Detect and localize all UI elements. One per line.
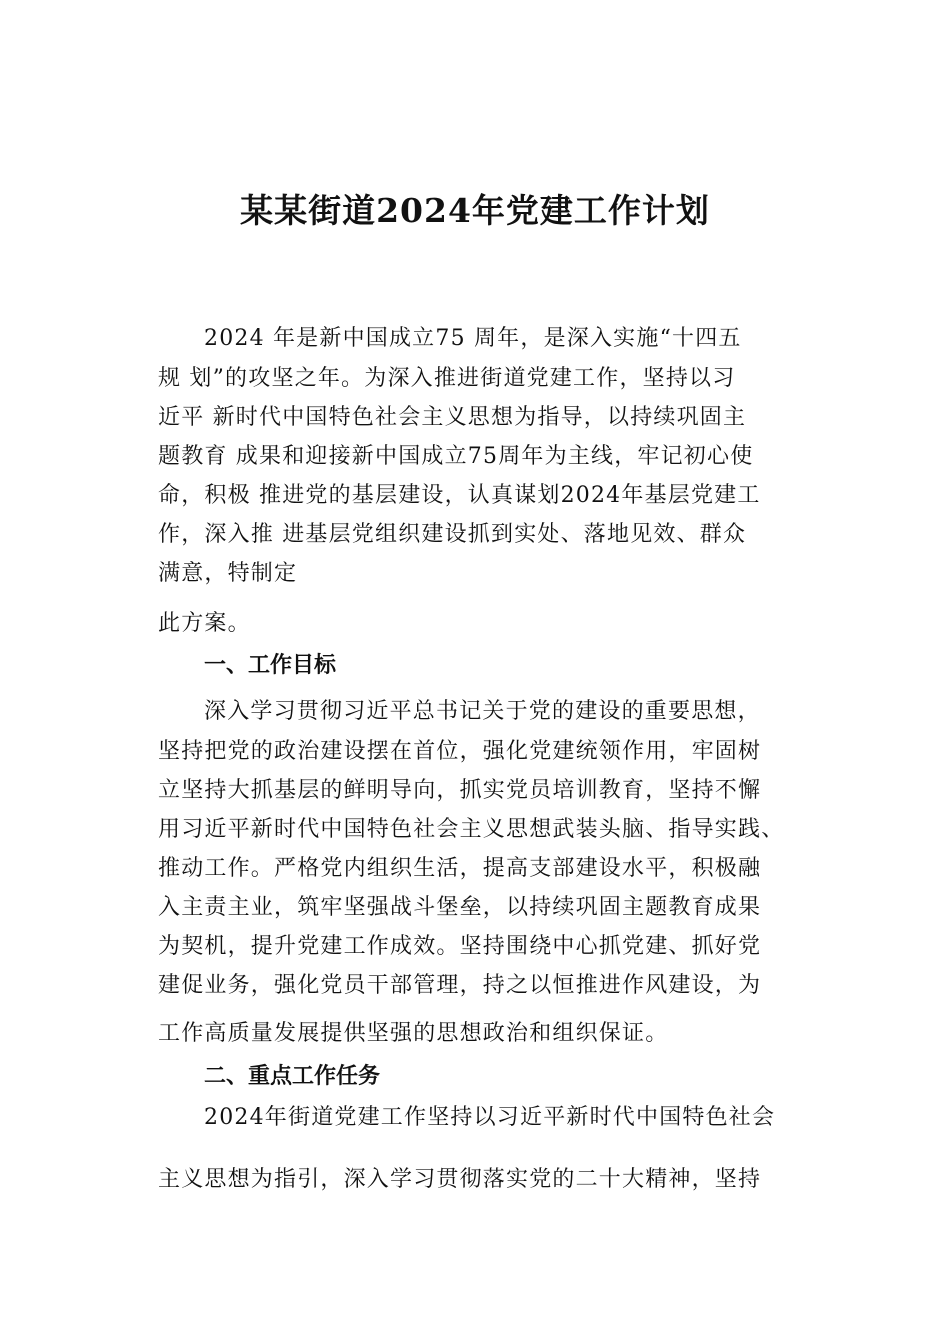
section1-line-1: 深入学习贯彻习近平总书记关于党的建设的重要思想， <box>204 699 761 724</box>
section1-line-6: 入主责主业，筑牢坚强战斗堡垒，以持续巩固主题教育成果 <box>158 895 762 920</box>
section1-line-5: 推动工作。严格党内组织生活，提高支部建设水平，积极融 <box>158 856 762 881</box>
intro-line-6: 作，深入推 进基层党组织建设抓到实处、落地见效、群众 <box>158 522 747 547</box>
document-title: 某某街道2024年党建工作计划 <box>240 191 710 230</box>
section1-line-7: 为契机，提升党建工作成效。坚持围绕中心抓党建、抓好党 <box>158 934 762 959</box>
section2-line-2: 主义思想为指引，深入学习贯彻落实党的二十大精神，坚持 <box>158 1167 762 1192</box>
section-heading-1: 一、工作目标 <box>204 653 337 678</box>
intro-line-5: 命，积极 推进党的基层建设，认真谋划2024年基层党建工 <box>158 483 761 508</box>
section1-line-3: 立坚持大抓基层的鲜明导向，抓实党员培训教育，坚持不懈 <box>158 778 762 803</box>
section1-line-4: 用习近平新时代中国特色社会主义思想武装头脑、指导实践、 <box>158 817 785 842</box>
intro-line-7: 满意，特制定 <box>158 561 298 586</box>
intro-line-4: 题教育 成果和迎接新中国成立75周年为主线，牢记初心使 <box>158 444 754 469</box>
intro-line-8: 此方案。 <box>158 611 251 636</box>
section1-line-9: 工作高质量发展提供坚强的思想政治和组织保证。 <box>158 1021 669 1046</box>
section1-line-2: 坚持把党的政治建设摆在首位，强化党建统领作用，牢固树 <box>158 739 762 764</box>
section-heading-2: 二、重点工作任务 <box>204 1064 381 1089</box>
intro-line-1: 2024 年是新中国成立75 周年，是深入实施“十四五 <box>204 326 742 351</box>
intro-line-3: 近平 新时代中国特色社会主义思想为指导，以持续巩固主 <box>158 405 747 430</box>
intro-line-2: 规 划”的攻坚之年。为深入推进街道党建工作，坚持以习 <box>158 366 736 391</box>
section2-line-1: 2024年街道党建工作坚持以习近平新时代中国特色社会 <box>204 1105 776 1130</box>
section1-line-8: 建促业务，强化党员干部管理，持之以恒推进作风建设，为 <box>158 973 762 998</box>
